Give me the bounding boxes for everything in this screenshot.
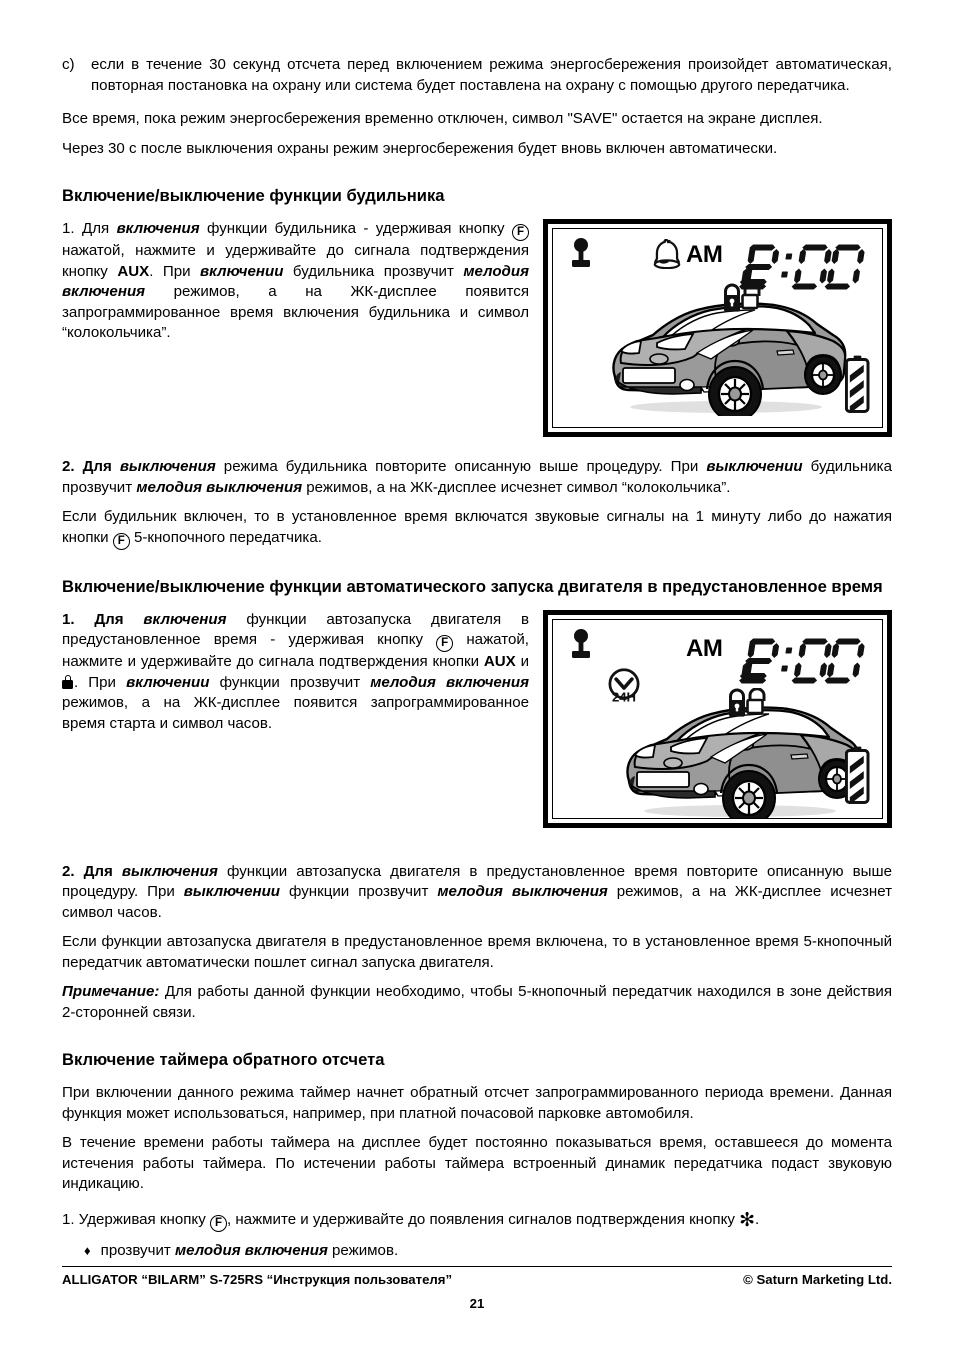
txt: функции автозапуска двигателя в предустановленное время - удерживая кнопку bbox=[62, 610, 530, 648]
txt: функции прозвучит bbox=[209, 673, 371, 691]
alarm-paragraph-3 bbox=[62, 507, 892, 550]
autostart-note bbox=[62, 982, 892, 1023]
timer-step-1 bbox=[62, 1210, 892, 1232]
list-marker: c) bbox=[62, 56, 75, 73]
antenna-pin-icon bbox=[570, 237, 592, 269]
f-button-icon: F bbox=[113, 533, 130, 550]
txt: и bbox=[515, 653, 529, 670]
txt: нажатой, нажмите и удерживайте до сигнала подтверждения кнопку bbox=[62, 242, 529, 280]
f-button-icon: F bbox=[436, 635, 453, 652]
txt: 2. Для bbox=[62, 862, 122, 880]
list-item-text: если в течение 30 секунд отсчета перед включением режима энергосбережения произойдет автоматическая, повторная постановка на охрану или система будет поставлена на охрану с помощью другого передатчика. bbox=[91, 56, 892, 94]
txt: будильника прозвучит bbox=[62, 458, 893, 496]
star-button-icon: ✻ bbox=[739, 1208, 756, 1231]
battery-icon bbox=[845, 746, 870, 805]
emph: мелодия выключения bbox=[437, 883, 608, 900]
emph: выключения bbox=[119, 458, 216, 475]
txt: нажатой, нажмите и удерживайте до сигнала подтверждения кнопки bbox=[62, 631, 529, 670]
txt: Если будильник включен, то в установленное время включатся звуковые сигналы на 1 минуту либо до нажатия кнопки bbox=[62, 508, 892, 546]
note-label: Примечание: bbox=[62, 983, 160, 1000]
txt: 1. Для bbox=[62, 610, 144, 628]
emph: мелодия включения bbox=[370, 673, 529, 691]
txt: режимов, а на ЖК-дисплее исчезнет символ часов. bbox=[62, 883, 893, 921]
emph: включении bbox=[200, 262, 284, 280]
am-label: AM bbox=[686, 634, 723, 662]
bell-icon bbox=[653, 239, 681, 269]
txt: . bbox=[755, 1210, 760, 1228]
aux-label: AUX bbox=[117, 262, 150, 280]
heading-alarm-function: Включение/выключение функции будильника bbox=[62, 186, 445, 205]
timer-bullet-item bbox=[84, 1241, 892, 1262]
page-number: 21 bbox=[469, 1296, 485, 1311]
emph: мелодия включения bbox=[175, 1241, 328, 1259]
txt: , нажмите и удерживайте до появления сигналов подтверждения кнопку bbox=[226, 1210, 740, 1228]
footer-left-text: ALLIGATOR “BILARM” S-725RS “Инструкция пользователя” bbox=[62, 1272, 453, 1287]
intro-paragraph-2: Через 30 с после выключения охраны режим энергосбережения будет вновь включен автоматически. bbox=[62, 139, 778, 157]
alarm-paragraph-2 bbox=[62, 457, 892, 498]
txt: функции прозвучит bbox=[280, 883, 438, 900]
f-button-icon: F bbox=[210, 1215, 227, 1232]
txt: прозвучит bbox=[100, 1241, 175, 1259]
txt: будильника прозвучит bbox=[283, 262, 464, 280]
page-content bbox=[62, 55, 892, 1261]
emph: выключении bbox=[706, 458, 803, 475]
txt: режимов. bbox=[327, 1241, 399, 1259]
f-button-icon: F bbox=[512, 224, 529, 241]
emph: мелодия выключения bbox=[136, 478, 303, 496]
intro-paragraph-1: Все время, пока режим энергосбережения временно отключен, символ "SAVE" остается на экране дисплея. bbox=[62, 110, 823, 127]
txt: режимов, а на ЖК-дисплее появится запрограммированное время включения будильника и символ “колокольчика”. bbox=[62, 283, 529, 341]
time-display-1200 bbox=[716, 632, 866, 690]
footer-right-text: © Saturn Marketing Ltd. bbox=[743, 1272, 892, 1287]
timer-paragraph-2: В течение времени работы таймера на дисплее будет постоянно показываться время, оставшееся до момента истечения работы таймера. По истечении работы таймера встроенный динамик передатчика подаст звуковую индикацию. bbox=[62, 1134, 892, 1192]
autostart-paragraph-2 bbox=[62, 862, 892, 924]
emph: включении bbox=[126, 673, 210, 691]
lcd-display-autostart bbox=[543, 610, 892, 828]
txt: . При bbox=[74, 673, 127, 691]
lcd-display-alarm bbox=[543, 219, 892, 437]
list-item-c bbox=[62, 55, 892, 96]
bullet-marker: ♦ bbox=[84, 1242, 91, 1258]
emph: мелодия включения bbox=[62, 262, 529, 300]
timer-paragraph-1: При включении данного режима таймер начнет обратный отсчет запрограммированного периода времени. Данная функция может использоваться, например, при платной почасовой парковке автомобиля. bbox=[62, 1084, 892, 1122]
txt: . При bbox=[149, 262, 201, 280]
txt: функции будильника - удерживая кнопку bbox=[199, 220, 512, 237]
txt: 5-кнопочного передатчика. bbox=[129, 528, 322, 546]
txt: 1. Удерживая кнопку bbox=[62, 1210, 210, 1228]
bullet-text bbox=[101, 1241, 399, 1262]
page-footer bbox=[62, 1266, 892, 1311]
autostart-paragraph-3: Если функции автозапуска двигателя в предустановленное время включена, то в установленное время 5-кнопочный передатчик автоматически пошлет сигнал запуска двигателя. bbox=[62, 933, 892, 971]
txt: Для работы данной функции необходимо, чтобы 5-кнопочный передатчик находился в зоне действия 2-сторонней связи. bbox=[62, 983, 892, 1021]
lock-status-icon bbox=[720, 283, 766, 313]
txt: функции автозапуска двигателя в предустановленное время повторите описанную выше процедуру. При bbox=[62, 862, 892, 900]
txt: режимов, а на ЖК-дисплее появится запрограммированное время старта и символ часов. bbox=[62, 694, 529, 732]
battery-icon bbox=[845, 355, 870, 414]
heading-countdown-timer: Включение таймера обратного отсчета bbox=[62, 1050, 385, 1069]
txt: режима будильника повторите описанную выше процедуру. При bbox=[215, 458, 707, 475]
txt: 1. Для bbox=[62, 220, 117, 237]
heading-autostart-function: Включение/выключение функции автоматического запуска двигателя в предустановленное время bbox=[62, 576, 883, 596]
aux-label: AUX bbox=[483, 653, 516, 670]
emph: включения bbox=[116, 220, 200, 237]
emph: выключении bbox=[183, 883, 281, 900]
txt: 2. Для bbox=[62, 458, 120, 475]
am-label: AM bbox=[686, 241, 723, 268]
footer-divider bbox=[62, 1266, 892, 1267]
emph: выключения bbox=[121, 862, 218, 880]
lock-status-icon bbox=[725, 688, 771, 718]
lock-closed-icon bbox=[62, 675, 74, 690]
emph: включения bbox=[143, 610, 227, 628]
txt: режимов, а на ЖК-дисплее исчезнет символ “колокольчика”. bbox=[302, 478, 731, 496]
antenna-pin-icon bbox=[570, 628, 592, 660]
